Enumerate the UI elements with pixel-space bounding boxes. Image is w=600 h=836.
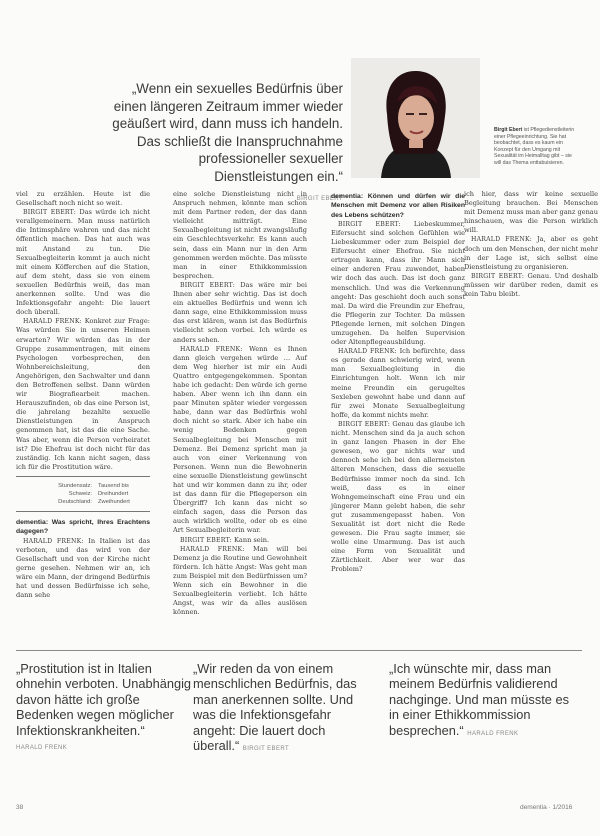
- pull-quote-bottom-1: [16, 661, 198, 756]
- portrait-illustration: [351, 58, 480, 178]
- photo-caption-text: ist Pflegedienstleiterin einer Pflegeeinrichtung. Sie hat beobachtet, dass es kaum ein Konzept für den Umgang mit Sexualität im Heimalltag gibt – sie will das Thema enttabuisieren.: [494, 127, 575, 166]
- speaker-label: HARALD FRENK:: [23, 318, 82, 326]
- paragraph: [173, 345, 307, 536]
- photo-caption: [494, 127, 576, 167]
- speaker-label: BIRGIT EBERT:: [23, 209, 77, 217]
- paragraph-text: Man will bei Demenz ja die Routine und Gewohnheit fördern. Ich hätte Angst: Was geht man zum Beispiel mit den Bedürfnissen um? Wenn sich ein Bewohner in die Sexualbegleiterin verliebt. Ich hätte Angst, was wir da alles auslösen können.: [173, 544, 307, 617]
- paragraph-text: Wenn es Ihnen dann gleich vergehen würde … Auf dem Weg hierher ist mir ein Audi Quattro entgegengekommen. Spontan habe ich gedacht: Den würde ich gerne haben. Aber wenn ich ihn dann ein paar Minuten später wieder vergessen habe, dann war das Bedürfnis wohl doch nicht so stark. Aber ich habe ein wenig Bedenken gegen Sexualbegleitung bei Menschen mit Demenz. Bei Demenz spricht man ja auch von einer Verkennung von Personen. Wenn nun die Bewohnerin eine sexuelle Dienstleistung gewünscht hat und wir kommen dann zu ihr, oder ist das dann für die Pflegeperson ein Übergriff? Ich kann das nicht so einfach sagen, dass die Person das auch wirklich wollte, oder ob es eine Art Sexualbegleiterin war.: [173, 344, 307, 535]
- pull-quote-bottom-2: [193, 661, 375, 757]
- paragraph-text: Genau. Und deshalb müssen wir darüber reden, damit es kein Tabu bleibt.: [464, 271, 598, 299]
- paragraph-text: Ja, aber es geht doch um den Menschen, der nicht mehr in der Lage ist, sich selbst eine Dienstleistung zu organisieren.: [464, 235, 598, 271]
- pull-quote-top-attribution: BIRGIT EBERT: [296, 195, 343, 202]
- paragraph: [173, 281, 307, 345]
- paragraph: ich hier, dass wir keine sexuelle Begleitung brauchen. Bei Menschen mit Demenz muss man aber ganz genau hinschauen, was die Person wirklich will.: [464, 190, 598, 235]
- speaker-label: BIRGIT EBERT:: [338, 220, 401, 228]
- speaker-label: HARALD FRENK:: [23, 537, 84, 545]
- paragraph-text: Das wäre mir bei Ihnen aber sehr wichtig. Das ist doch ein aktuelles Bedürfnis und wenn ich dann sage, eine Ethikkommission muss das erst klären, wann ist das Bedürfnis vielleicht schon vorbei. Ich würde es anders sehen.: [173, 280, 307, 344]
- info-box: [16, 476, 150, 512]
- magazine-footer: dementia · 1/2016: [520, 804, 573, 811]
- speaker-label: HARALD FRENK:: [180, 345, 243, 353]
- pull-quote-text: „Ich wünschte mir, dass man meinem Bedürfnis validierend nachginge. Und man müsste es in einer Ethikkommission besprechen.“: [389, 661, 569, 738]
- portrait-photo: [351, 58, 480, 178]
- pull-quote-attribution: BIRGIT EBERT: [242, 746, 290, 753]
- paragraph-text: Kann sein.: [233, 535, 270, 544]
- paragraph-text: Liebeskummer, Eifersucht sind solchen Gefühlen wie Liebeskummer oder zum Beispiel der Eifersucht einer Ehefrau. Sie nicht ertragen kann, dass ihr Mann sich einer anderen Frau zuwendet, haben wir doch das auch. Das ist doch ganz menschlich. Und was die Verkennung angeht: Das geschieht doch auch sonst mal. Da wird die Freundin zur Ehefrau, die Pflegerin zur Tochter. Da müssen Pflegende lernen, mit solchen Dingen umzugehen. Da helfen Supervision oder Altenpflegeausbildung.: [331, 219, 465, 347]
- speaker-label: HARALD FRENK:: [471, 236, 533, 244]
- paragraph: [331, 420, 465, 575]
- info-row: [18, 482, 148, 490]
- article-column-2: [173, 190, 307, 617]
- paragraph-text: Ich befürchte, dass es gerade dann schwierig wird, wenn man Sexualbegleitung in die Einrichtungen holt. Wenn ich mir meine Freundin ein gerugeltes Sexleben gewohnt habe und dann auf für zwei Monate Sexualbegleitung hoffe, da kommt nichts mehr.: [331, 347, 465, 419]
- pull-quote-top-text: „Wenn ein sexuelles Bedürfnis über einen längeren Zeitraum immer wieder geäußert wird, dann muss ich handeln. Das schließt die Inanspruchnahme professioneller sexueller Dienstleistungen ein.“: [112, 81, 343, 184]
- speaker-label: HARALD FRENK:: [338, 348, 397, 356]
- paragraph: [16, 317, 150, 472]
- page-number: 38: [16, 804, 24, 811]
- info-value: Zweihundert: [98, 498, 130, 505]
- speaker-label: BIRGIT EBERT:: [471, 272, 525, 280]
- speaker-label: HARALD FRENK:: [180, 545, 245, 553]
- speaker-label: BIRGIT EBERT:: [338, 420, 391, 428]
- paragraph: [464, 235, 598, 271]
- paragraph: [331, 347, 465, 420]
- speaker-label: BIRGIT EBERT:: [180, 281, 236, 289]
- article-column-1: [16, 190, 150, 600]
- paragraph-text: Konkret zur Frage: Was würden Sie in unseren Heimen erwarten? Wir würden das in der Gruppe zusammentragen, mit einem Psychologen vorbesprechen, den Wohnbereichsleitung, den Angehörigen, den Sachwalter und dann den Betroffenen selbst. Dann würden wir Biografiearbeit machen. Herauszufinden, ob das eine Person ist, die jahrelang bezahlte sexuelle Dienstleistungen in Anspruch genommen hat, ist das die eine Sache. Was aber, wenn die Person verheiratet ist? Die Ehefrau ist doch nicht für das zuständig. Ich kann nicht sagen, dass ich für die Prostitution wäre.: [16, 317, 150, 471]
- paragraph: [331, 220, 465, 347]
- info-key: Stundensatz:: [58, 482, 92, 489]
- info-key: Schweiz:: [68, 490, 92, 497]
- paragraph: eine solche Dienstleistung nicht in Anspruch nehmen, könnte man schon mit dem Partner reden, der das dann vielleicht mitträgt. Eine Sexualbegleitung ist nicht zwangsläufig ein Geschlechtsverkehr. Es kann auch sein, dass ein Mann nur in den Arm genommen werden möchte. Das müsste man in einer Ethikkommission besprechen.: [173, 190, 307, 280]
- info-row: [18, 490, 148, 498]
- pull-quote-text: „Wir reden da von einem menschlichen Bedürfnis, das man anerkennen sollte. Und was die Infektionsgefahr angeht: Die lauert doch überall.“: [193, 661, 357, 754]
- pull-quote-top: [100, 80, 343, 208]
- paragraph-text: Das würde ich nicht verallgemeinern. Man muss natürlich die Intimsphäre wahren und das nicht öffentlich machen. Das hat auch was mit Anstand zu tun. Die Sexualbegleiterin kommt ja auch nicht mit einem Köfferchen auf die Station, auf dem steht, dass sie von einem sexuellen Bedürfnis weiß, das man anerkennen sollte. Und was die Infektionsgefahr angeht: Die lauert doch überall.: [16, 208, 150, 317]
- info-value: Dreihundert: [98, 490, 129, 497]
- article-column-4: [464, 190, 598, 299]
- paragraph: viel zu erzählen. Heute ist die Gesellschaft noch nicht so weit.: [16, 190, 150, 208]
- paragraph: [16, 208, 150, 317]
- photo-caption-name: Birgit Ebert: [494, 127, 523, 133]
- interview-question: dementia: Was spricht, Ihres Erachtens dagegen?: [16, 518, 150, 536]
- paragraph-text: Genau das glaube ich nicht. Menschen sind da ja auch schon in ganz langen Phasen in der Ehe gewesen, wo gar nichts war und dennoch sehe ich bei den allermeisten älteren Menschen, dass die sexuelle Bedürfnisse immer noch da sind. Ich weiß, dass es in einer Wohngemeinschaft eine Frau und ein jüngerer Mann gelebt haben, die sehr gut zusammengepasst haben. Von Sexualität ist dort nicht die Rede gewesen. Die Frau sagte immer, sie wolle eine Umarmung. Das ist auch eine Form von Sexualität und Zärtlichkeit. Aber wer war das Problem?: [331, 419, 465, 574]
- speaker-label: BIRGIT EBERT:: [180, 536, 232, 544]
- paragraph: [173, 545, 307, 618]
- paragraph: [464, 272, 598, 299]
- info-row: [18, 498, 148, 506]
- pull-quote-attribution: HARALD FRENK: [467, 730, 519, 737]
- pull-quote-attribution: HARALD FRENK: [16, 745, 68, 752]
- divider: [16, 650, 582, 651]
- paragraph-text: In Italien ist das verboten, und das wird von der Gesellschaft und von der Kirche nicht gerne gesehen. Nehmen wir an, ich wäre ein Mann, der dringend Bedürfnis hat und dessen Bedürfnisse ich sehe, dann sehe: [16, 536, 150, 600]
- article-column-3: [331, 190, 465, 575]
- paragraph: [16, 537, 150, 601]
- info-key: Deutschland:: [58, 498, 92, 505]
- paragraph: [173, 536, 307, 545]
- pull-quote-text: „Prostitution ist in Italien ohnehin verboten. Unabhängig davon hätte ich große Bedenken wegen möglicher Infektionskrankheiten.“: [16, 661, 192, 738]
- info-value: Tausend bis: [98, 482, 129, 489]
- interview-question: dementia: Können und dürfen wir die Menschen mit Demenz vor allen Risiken des Lebens schützen?: [331, 193, 465, 219]
- pull-quote-bottom-3: [389, 661, 571, 742]
